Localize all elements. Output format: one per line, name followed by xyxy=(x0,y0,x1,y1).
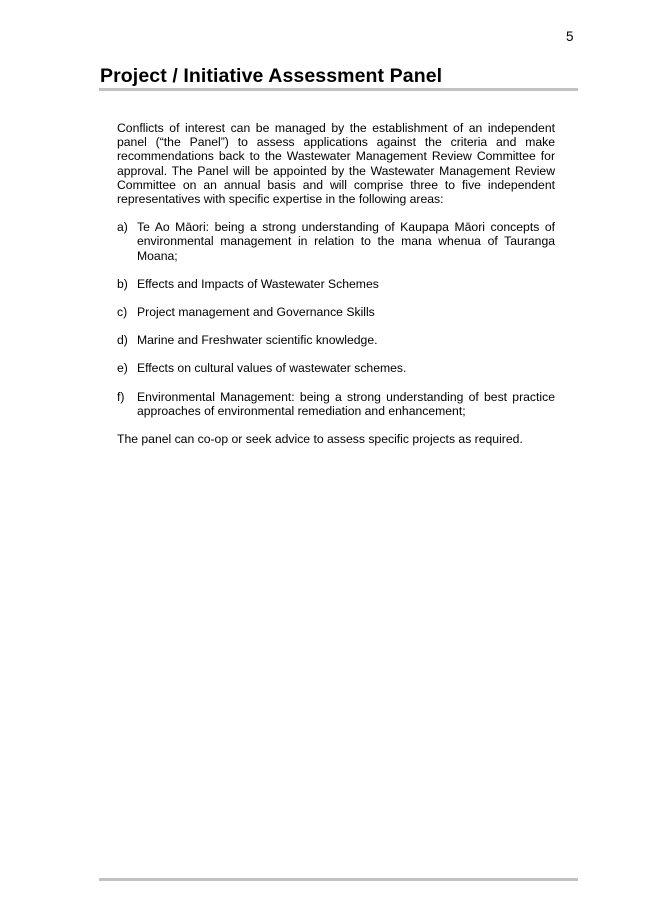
list-item xyxy=(117,333,555,347)
intro-paragraph: Conflicts of interest can be managed by the establishment of an independent panel (“the Panel”) to assess applications against the criteria and make recommendations back to the Wastewater Management Review Committee for approval. The Panel will be appointed by the Wastewater Management Review Committee on an annual basis and will comprise three to five independent representatives with specific expertise in the following areas: xyxy=(117,121,555,207)
list-item-text: Effects on cultural values of wastewater schemes. xyxy=(137,361,407,376)
list-marker: e) xyxy=(117,361,128,376)
list-marker: f) xyxy=(117,389,125,404)
list-marker: d) xyxy=(117,333,128,348)
closing-paragraph: The panel can co-op or seek advice to assess specific projects as required. xyxy=(117,432,523,447)
list-item xyxy=(117,220,555,263)
list-item xyxy=(117,277,555,291)
list-item-text: Project management and Governance Skills xyxy=(137,305,375,320)
list-item xyxy=(117,361,555,375)
list-marker: a) xyxy=(117,220,128,235)
list-item-text: Effects and Impacts of Wastewater Schemes xyxy=(137,276,379,291)
expertise-list xyxy=(117,220,555,418)
heading-divider xyxy=(99,88,578,91)
page-number: 5 xyxy=(566,29,574,44)
section-heading: Project / Initiative Assessment Panel xyxy=(100,65,443,87)
list-item xyxy=(117,305,555,319)
document-body xyxy=(117,121,555,446)
list-item-text: Marine and Freshwater scientific knowledge. xyxy=(137,333,378,348)
footer-divider xyxy=(99,878,578,881)
list-item-text: Te Ao Māori: being a strong understanding of Kaupapa Māori concepts of environmental management in relation to the mana whenua of Tauranga Moana; xyxy=(137,220,555,263)
list-item xyxy=(117,390,555,418)
list-marker: c) xyxy=(117,305,128,320)
list-item-text: Environmental Management: being a strong understanding of best practice approaches of environmental remediation and enhancement; xyxy=(137,389,555,418)
list-marker: b) xyxy=(117,276,128,291)
